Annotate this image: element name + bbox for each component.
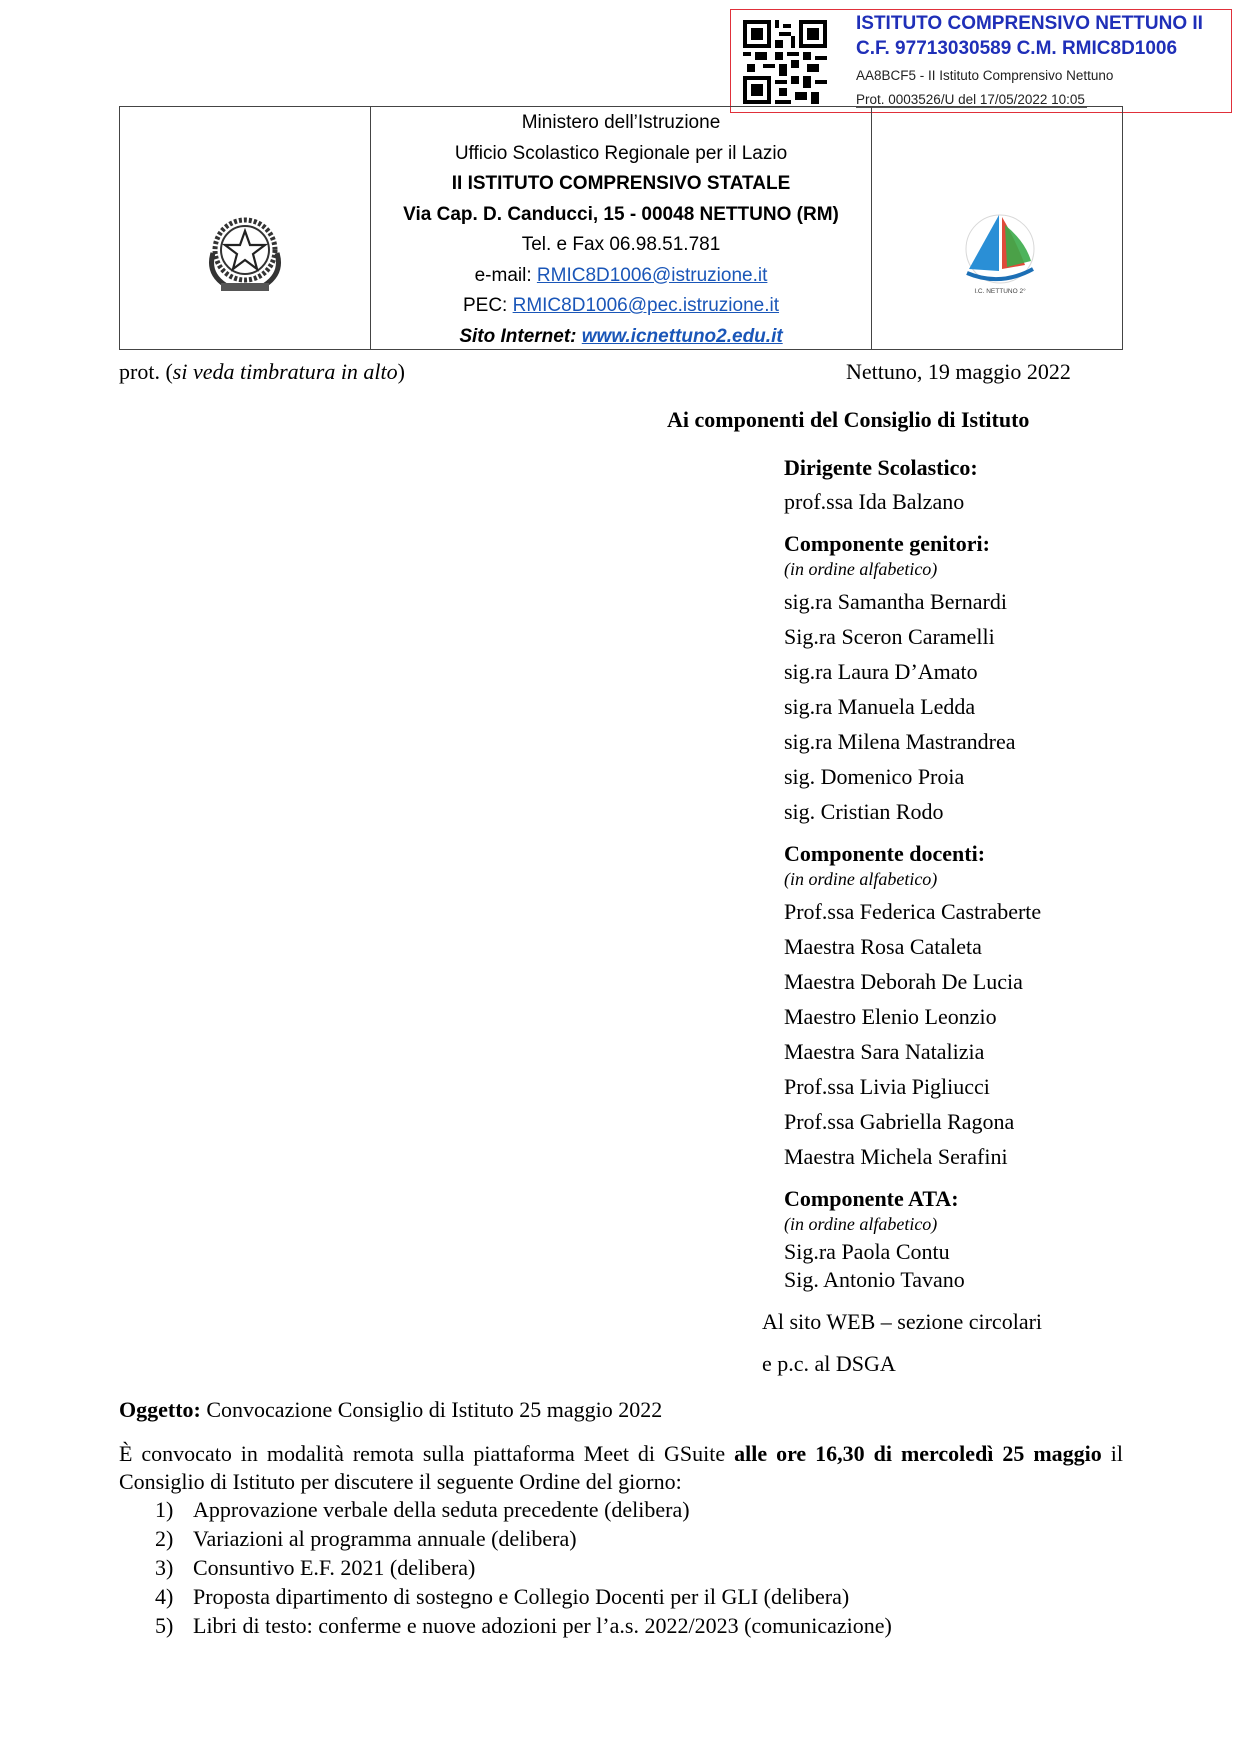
logo-caption: I.C. NETTUNO 2° [974, 288, 1026, 295]
body-part2: il Consiglio di Istituto per discutere il seguente Ordine del giorno: [119, 1441, 1123, 1494]
agenda-item [155, 1524, 892, 1553]
qr-code-icon [743, 20, 827, 104]
ata-heading: Componente ATA: [784, 1186, 959, 1211]
docenti-note: (in ordine alfabetico) [784, 869, 938, 889]
website-label: Sito Internet: [459, 325, 582, 347]
agenda-text: Consuntivo E.F. 2021 (delibera) [193, 1555, 476, 1580]
list-item: Maestra Deborah De Lucia [784, 969, 1023, 994]
list-item: sig. Cristian Rodo [784, 799, 944, 824]
agenda-text: Proposta dipartimento di sostegno e Collegio Docenti per il GLI (delibera) [193, 1584, 850, 1609]
list-item: sig. Domenico Proia [784, 764, 965, 789]
email-line [371, 261, 871, 292]
list-item: Maestro Elenio Leonzio [784, 1004, 997, 1029]
body-paragraph [119, 1440, 1123, 1496]
subject-text: Convocazione Consiglio di Istituto 25 maggio 2022 [200, 1397, 663, 1422]
subject-line [119, 1397, 662, 1423]
pec-link[interactable]: RMIC8D1006@pec.istruzione.it [512, 295, 780, 316]
agenda-number: 5) [155, 1613, 174, 1638]
school-address: Via Cap. D. Canducci, 15 - 00048 NETTUNO (RM) [403, 203, 839, 225]
regional-office: Ufficio Scolastico Regionale per il Lazio [454, 142, 788, 164]
letterhead-table [119, 106, 1123, 350]
web-recipient: Al sito WEB – sezione circolari [762, 1309, 1043, 1334]
letter-date: Nettuno, 19 maggio 2022 [846, 359, 1071, 384]
agenda-item [155, 1611, 892, 1640]
list-item: sig.ra Samantha Bernardi [784, 589, 1007, 614]
agenda-item [155, 1553, 892, 1582]
dirigente-name: prof.ssa Ida Balzano [784, 489, 965, 514]
list-item: Sig.ra Paola Contu [784, 1239, 950, 1264]
letterhead-right-cell [871, 107, 1122, 349]
letterhead-center-cell [371, 107, 871, 350]
list-item: Sig. Antonio Tavano [784, 1267, 965, 1292]
agenda-text: Libri di testo: conferme e nuove adozioni per l’a.s. 2022/2023 (comunicazione) [193, 1613, 892, 1638]
pec-label: PEC: [462, 295, 513, 316]
body-bold: alle ore 16,30 di mercoledì 25 maggio [734, 1441, 1102, 1466]
genitori-heading: Componente genitori: [784, 531, 990, 556]
website-link[interactable]: www.icnettuno2.edu.it [581, 325, 783, 347]
subject-label: Oggetto: [119, 1397, 201, 1422]
dirigente-heading: Dirigente Scolastico: [784, 455, 978, 480]
body-part1: È convocato in modalità remota sulla piattaforma Meet di GSuite [119, 1441, 735, 1466]
dsga-recipient: e p.c. al DSGA [762, 1351, 896, 1376]
list-item: sig.ra Milena Mastrandrea [784, 729, 1016, 754]
prot-note: si veda timbratura in alto [172, 359, 398, 384]
prot-suffix: ) [397, 359, 405, 384]
school-name: II ISTITUTO COMPRENSIVO STATALE [451, 173, 791, 194]
protocol-reference [119, 359, 405, 385]
stamp-protocol-number: Prot. 0003526/U del 17/05/2022 10:05 [856, 92, 1085, 107]
agenda-number: 2) [155, 1526, 174, 1551]
stamp-codes: C.F. 97713030589 C.M. RMIC8D1006 [856, 38, 1178, 59]
docenti-heading: Componente docenti: [784, 841, 986, 866]
agenda-list [155, 1495, 892, 1640]
ata-note: (in ordine alfabetico) [784, 1214, 938, 1234]
genitori-note: (in ordine alfabetico) [784, 559, 938, 579]
agenda-text: Approvazione verbale della seduta precedente (delibera) [193, 1497, 690, 1522]
list-item: sig.ra Laura D’Amato [784, 659, 978, 684]
list-item: sig.ra Manuela Ledda [784, 694, 976, 719]
agenda-item [155, 1495, 892, 1524]
school-logo-icon [955, 207, 1045, 297]
agenda-number: 1) [155, 1497, 174, 1522]
ministry-name: Ministero dell’Istruzione [521, 112, 721, 133]
letterhead-left-cell [120, 107, 371, 349]
website-line [371, 322, 871, 353]
agenda-text: Variazioni al programma annuale (delibera) [193, 1526, 577, 1551]
list-item: Maestra Rosa Cataleta [784, 934, 982, 959]
agenda-number: 4) [155, 1584, 174, 1609]
protocol-stamp [730, 9, 1232, 113]
stamp-registry: AA8BCF5 - II Istituto Comprensivo Nettuno [856, 68, 1114, 83]
email-label: e-mail: [474, 264, 537, 286]
italian-republic-emblem-icon [195, 203, 295, 303]
list-item: Sig.ra Sceron Caramelli [784, 624, 995, 649]
email-link[interactable]: RMIC8D1006@istruzione.it [536, 264, 768, 286]
pec-line [371, 291, 871, 322]
school-phone: Tel. e Fax 06.98.51.781 [521, 234, 721, 255]
list-item: Prof.ssa Federica Castraberte [784, 899, 1042, 924]
recipients-title: Ai componenti del Consiglio di Istituto [667, 407, 1030, 432]
list-item: Maestra Michela Serafini [784, 1144, 1008, 1169]
list-item: Maestra Sara Natalizia [784, 1039, 985, 1064]
stamp-school-name: ISTITUTO COMPRENSIVO NETTUNO II [856, 13, 1203, 34]
prot-prefix: prot. ( [119, 359, 173, 384]
list-item: Prof.ssa Livia Pigliucci [784, 1074, 990, 1099]
agenda-item [155, 1582, 892, 1611]
agenda-number: 3) [155, 1555, 174, 1580]
list-item: Prof.ssa Gabriella Ragona [784, 1109, 1015, 1134]
